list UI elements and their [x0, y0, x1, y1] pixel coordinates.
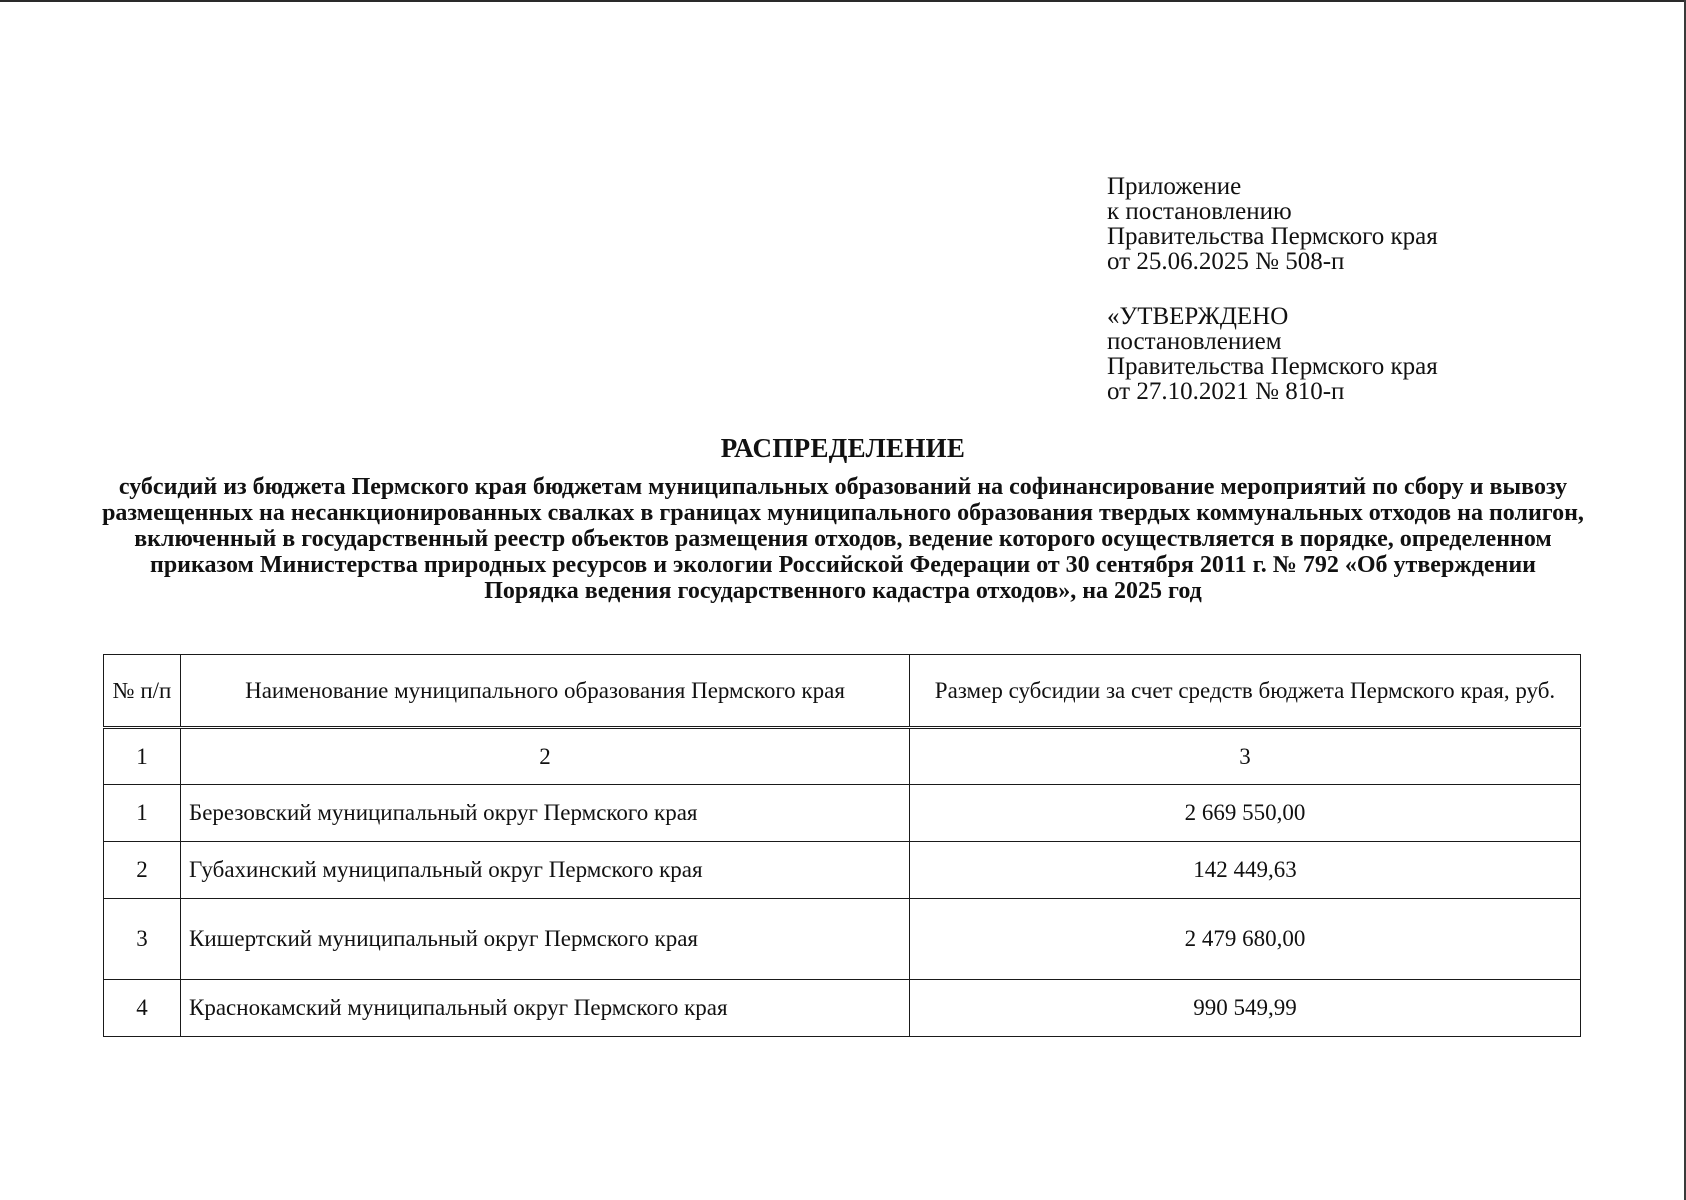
- column-number: 1: [104, 728, 181, 785]
- header-name: Наименование муниципального образования Пермского края: [181, 655, 910, 728]
- table-header-row: [104, 655, 1581, 728]
- column-number: 3: [910, 728, 1581, 785]
- header-num: № п/п: [104, 655, 181, 728]
- table-row: [104, 899, 1581, 980]
- column-number-row: [104, 728, 1581, 785]
- row-amount: 990 549,99: [910, 980, 1581, 1037]
- appendix-line-2: к постановлению: [1107, 198, 1292, 225]
- column-number: 2: [181, 728, 910, 785]
- appendix-block: [1107, 174, 1438, 274]
- row-name: Краснокамский муниципальный округ Пермского края: [181, 980, 910, 1037]
- row-amount: 2 479 680,00: [910, 899, 1581, 980]
- approved-line-2: постановлением: [1107, 328, 1282, 355]
- appendix-line-4: от 25.06.2025 № 508-п: [1107, 248, 1345, 275]
- approved-block: [1107, 304, 1438, 404]
- table-row: [104, 842, 1581, 899]
- row-num: 3: [104, 899, 181, 980]
- row-num: 1: [104, 785, 181, 842]
- table-row: [104, 980, 1581, 1037]
- row-name: Березовский муниципальный округ Пермского края: [181, 785, 910, 842]
- document-title: РАСПРЕДЕЛЕНИЕ: [720, 433, 966, 463]
- document-subtitle: субсидий из бюджета Пермского края бюджетам муниципальных образований на софинансирование мероприятий по сбору и вывозу размещенных на несанкционированных свалках в границах муниципального образования твердых коммунальных отходов на полигон, включенный в государственный реестр объектов размещения отходов, ведение которого осуществляется в порядке, определенном приказом Министерства природных ресурсов и экологии Российской Федерации от 30 сентября 2011 г. № 792 «Об утверждении Порядка ведения государственного кадастра отходов», на 2025 год: [102, 474, 1584, 604]
- row-name: Губахинский муниципальный округ Пермского края: [181, 842, 910, 899]
- row-amount: 2 669 550,00: [910, 785, 1581, 842]
- row-name: Кишертский муниципальный округ Пермского края: [181, 899, 910, 980]
- row-amount: 142 449,63: [910, 842, 1581, 899]
- appendix-line-3: Правительства Пермского края: [1107, 223, 1438, 250]
- scan-edge-top: [0, 0, 1686, 2]
- subsidy-table: [103, 654, 1581, 1037]
- header-amount: Размер субсидии за счет средств бюджета Пермского края, руб.: [910, 655, 1581, 728]
- approved-line-3: Правительства Пермского края: [1107, 353, 1438, 380]
- row-num: 2: [104, 842, 181, 899]
- row-num: 4: [104, 980, 181, 1037]
- table-row: [104, 785, 1581, 842]
- approved-line-1: «УТВЕРЖДЕНО: [1107, 303, 1289, 330]
- appendix-line-1: Приложение: [1107, 173, 1242, 200]
- approved-line-4: от 27.10.2021 № 810-п: [1107, 378, 1345, 405]
